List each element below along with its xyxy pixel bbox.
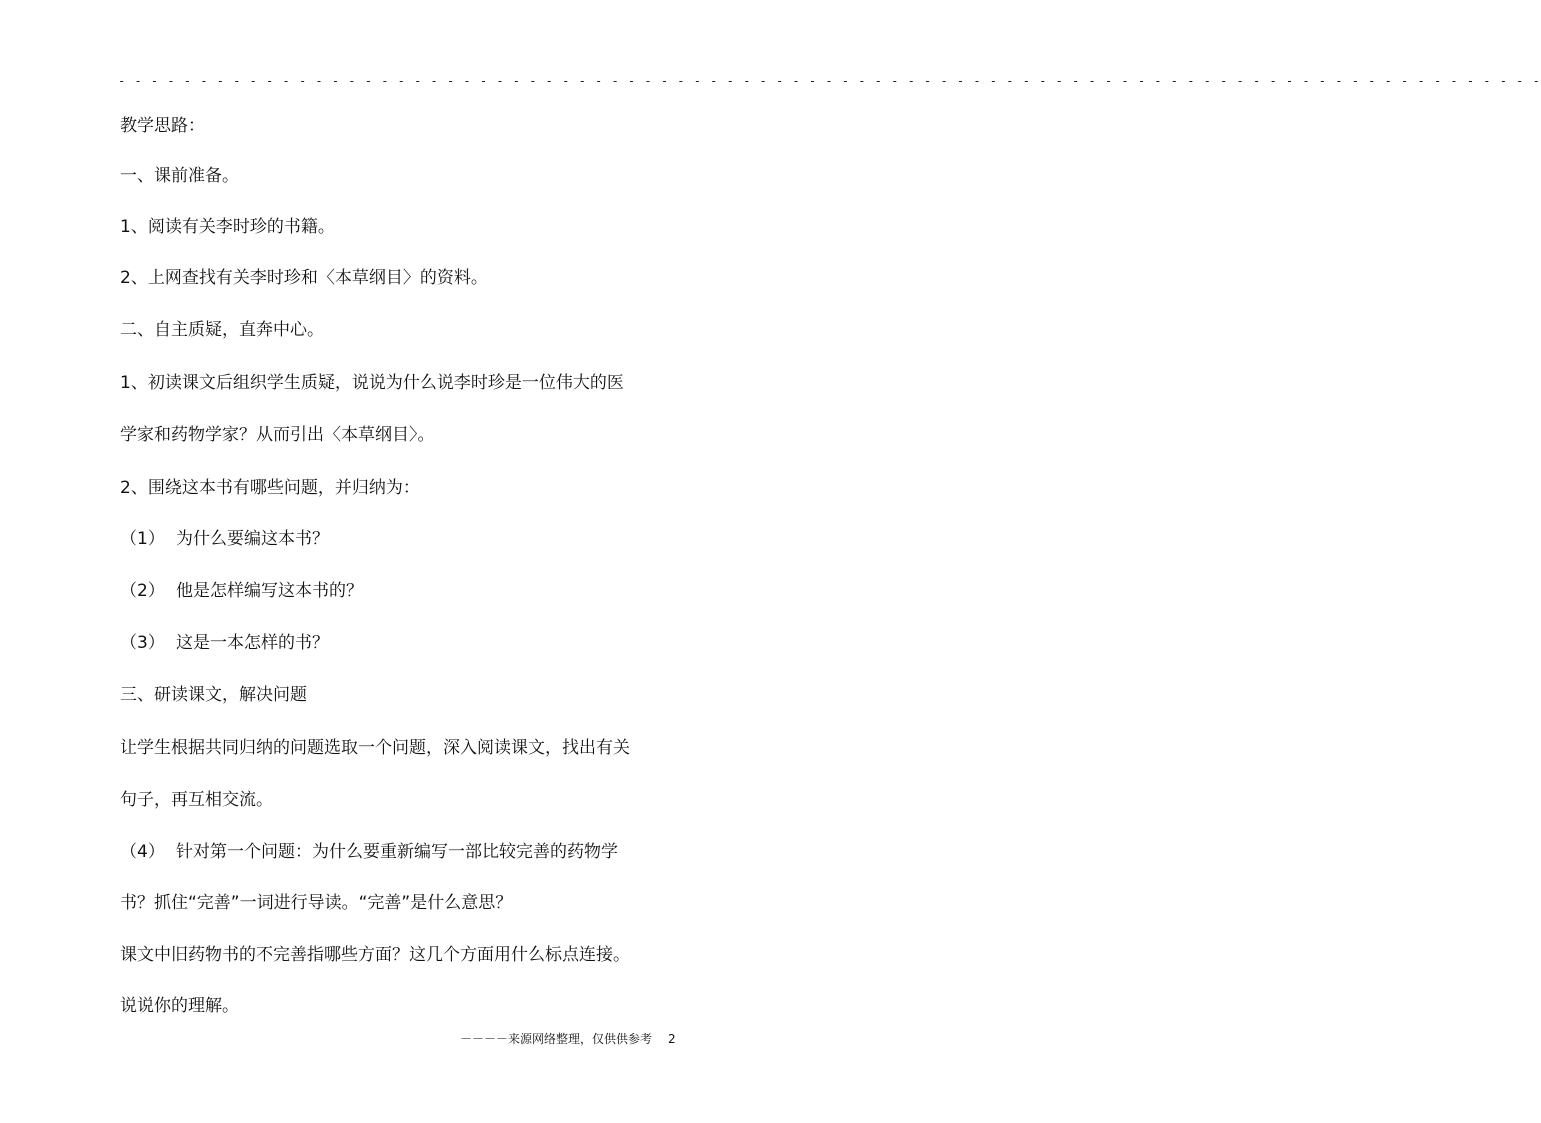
question-1 [120,529,329,549]
question-2-number: （2） [120,581,165,601]
question-4-number: （4） [120,842,165,862]
question-1-number: （1） [120,529,165,549]
question-4-line-4: 说说你的理解。 [120,996,239,1016]
question-4-text: 针对第一个问题：为什么要重新编写一部比较完善的药物学 [176,842,618,862]
question-4-line-3: 课文中旧药物书的不完善指哪些方面？这几个方面用什么标点连接。 [120,945,630,965]
question-4 [120,842,618,862]
question-2 [120,581,363,601]
section2-item-2: 2、围绕这本书有哪些问题，并归纳为： [120,478,420,498]
question-3-number: （3） [120,633,165,653]
section1-item-2: 2、上网查找有关李时珍和〈本草纲目〉的资料。 [120,268,488,288]
question-3 [120,633,329,653]
page-number: 2 [668,1032,676,1046]
section3-paragraph-line-1: 让学生根据共同归纳的问题选取一个问题，深入阅读课文，找出有关 [120,738,630,758]
question-3-text: 这是一本怎样的书？ [176,633,329,653]
section-heading-1: 一、课前准备。 [120,166,239,186]
question-4-line-2: 书？抓住“完善”一词进行导读。“完善”是什么意思？ [120,893,513,913]
section2-item-1-line-2: 学家和药物学家？从而引出〈本草纲目〉。 [120,425,435,445]
section-heading-2: 二、自主质疑，直奔中心。 [120,320,324,340]
section-heading-3: 三、研读课文，解决问题 [120,685,307,705]
footer-source-note: －－－－来源网络整理，仅供供参考 [460,1032,653,1046]
question-2-text: 他是怎样编写这本书的？ [176,581,363,601]
document-title: 教学思路： [120,116,205,136]
section2-item-1-line-1: 1、初读课文后组织学生质疑，说说为什么说李时珍是一位伟大的医 [120,373,624,393]
section1-item-1: 1、阅读有关李时珍的书籍。 [120,217,335,237]
page-footer [460,1030,676,1047]
section3-paragraph-line-2: 句子，再互相交流。 [120,790,273,810]
question-1-text: 为什么要编这本书？ [176,529,329,549]
header-dashed-rule: - - - - - - - - - - - - - - - - - - - - - - - - - - - - - - - - - - - - - - - - - - - - - - - - - - - - - - - - - - - - - - - - - - - - - - - - - - - - - - - - - - - - - - - [118,74,1541,88]
